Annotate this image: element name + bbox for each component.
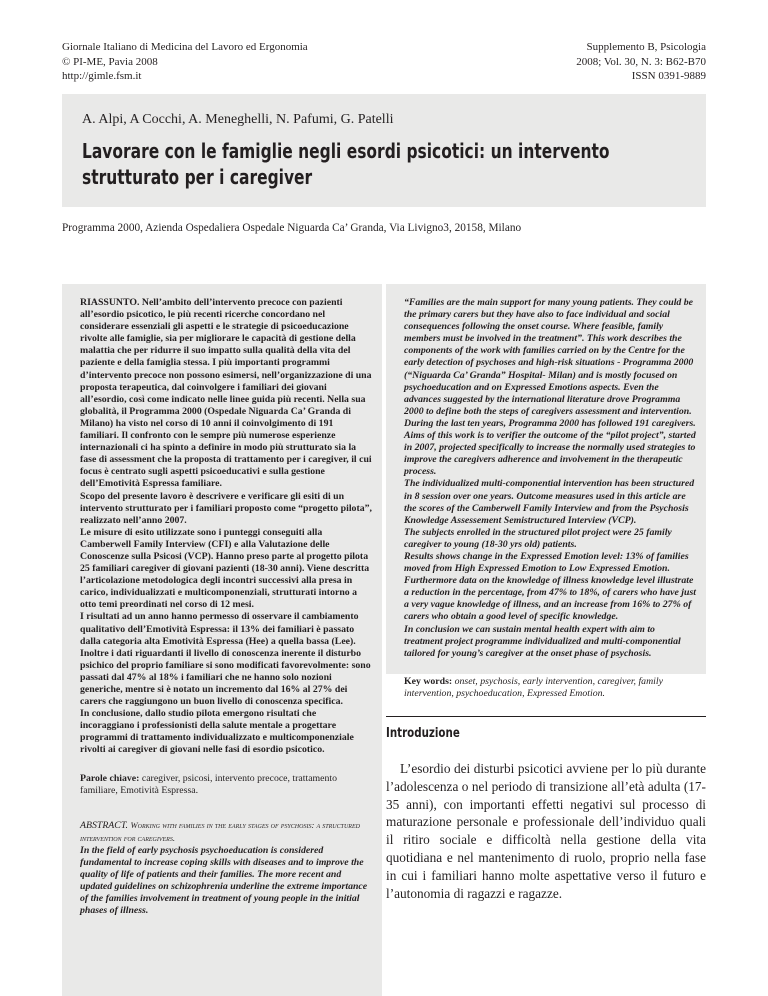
abstract-continued-4: The subjects enrolled in the structured pilot project were 25 family caregiver to young (18-30 yrs old) patients. — [404, 526, 672, 550]
article-title: Lavorare con le famiglie negli esordi psicotici: un intervento strutturato per i caregiver — [82, 139, 610, 189]
riassunto-paragraph-4: I risultati ad un anno hanno permesso di osservare il cambiamento qualitativo dell’Emotività Espressa: il 13% dei familiari è passato dalla categoria alta Emotività Espressa (Hee) a quella bassa (Lee). Inoltre i dati riguardanti il livello di conoscenza inerente il disturbo psichico del proprio familiare si sono modificati favorevolmente: sono passati dal 47% al 18% i familiari che ne hanno solo nozioni generiche, mentre si è notato un incremento dal 16% al 27% dei carers che raggiungono un buon livello di conoscenza specifica. — [80, 611, 371, 708]
journal-header-left — [62, 40, 308, 84]
introduction-text: L’esordio dei disturbi psicotici avviene per lo più durante l’adolescenza o nel periodo di transizione all’età adulta (17-35 anni), con importanti effetti negativi sul processo di maturazione personale e professionale dell’individuo quali il ritiro sociale e difficoltà nella gestione della vita quotidiana e nel mantenimento di ruolo, proprio nella fase in cui i familiari hanno molte aspettative verso il futuro e l’autonomia di ragazzi e ragazze. — [386, 761, 706, 901]
abstract-continued-5: Results shows change in the Expressed Emotion level: 13% of families moved from High Expressed Emotion to Low Expressed Emotion. Furthermore data on the knowledge of illness knowledge level illustrate a reduction in the percentage, from 47% to 18%, of carers who have just a very vague knowledge of illness, and an increase from 16% to 27% of carers who obtain a good level of specific knowledge. — [404, 550, 696, 623]
abstract-continued-2: Aims of this work is to verifier the outcome of the “pilot project”, started in 2007, projected specifically to increase the normally used strategies to improve the caregivers adherence and involvement in the therapeutic process. — [404, 430, 696, 478]
riassunto-paragraph-1: RIASSUNTO. Nell’ambito dell’intervento precoce con pazienti all’esordio psicotico, le più recenti ricerche concordano nel considerare essenziali gli aspetti e le strategie di psicoeducazione rivolte alle famiglie, sia per migliorare le capacità di gestione della malattia che per ridurre il suo impatto sulla qualità della vita del paziente e della famiglia stessa. I più importanti programmi d’intervento precoce non possono esimersi, nell’organizzazione di una proposta terapeutica, dal coinvolgere i familiari dei giovani all’esordio, così come indicato nelle linee guida più recenti. Nella sua globalità, il Programma 2000 (Ospedale Niguarda Ca’ Granda di Milano) ha visto nel corso di 10 anni il coinvolgimento di 191 familiari. Il confronto con le sempre più numerose esperienze internazionali ci ha spinto a definire in modo più strutturato sia la fase di assessment che la proposta di trattamento per i caregiver, il cui focus è centrato sugli aspetti psicoeducativi e sulla gestione dell’Emotività Espressa familiare. — [80, 297, 372, 490]
riassunto-paragraph-5: In conclusione, dallo studio pilota emergono risultati che incoraggiano i professionisti della salute mentale a progettare programmi di trattamento individualizzato e multicomponenziale rivolti ai caregiver di giovani nelle fasi di esordio psicotico. — [80, 708, 354, 756]
parole-chiave — [80, 773, 372, 797]
authors: A. Alpi, A Cocchi, A. Meneghelli, N. Pafumi, G. Patelli — [82, 112, 394, 127]
riassunto-paragraph-3: Le misure di esito utilizzate sono i punteggi conseguiti alla Camberwell Family Interview (CFI) e alla Valutazione delle Conoscenze sulla Psicosi (VCP). Hanno preso parte al progetto pilota 25 familiari caregiver di giovani pazienti (18-30 anni). Viene descritta l’articolazione metodologica degli incontri successivi alla presa in carico, individualizzati e multicomponenziali, strutturati intorno a otto temi preordinati nel corso di 12 mesi. — [80, 526, 370, 611]
journal-url[interactable]: http://gimle.fsm.it — [62, 70, 142, 82]
english-abstract-start — [80, 819, 372, 845]
abstract-continued-6: In conclusion we can sustain mental health expert with aim to treatment project programme individualized and multi-componential tailored for young’s caregiver at the onset phase of psychosis. — [404, 623, 681, 659]
volume-info: 2008; Vol. 30, N. 3: B62-B70 — [576, 55, 706, 68]
parole-chiave-text: caregiver, psicosi, intervento precoce, trattamento familiare, Emotività Espressa. — [80, 772, 338, 796]
affiliation: Programma 2000, Azienda Ospedaliera Ospedale Niguarda Ca’ Granda, Via Livigno3, 20158, Milano — [62, 222, 522, 234]
parole-chiave-label: Parole chiave: — [80, 772, 140, 784]
key-words — [404, 676, 696, 700]
abstract-label: ABSTRACT. — [80, 819, 128, 831]
supplement-label: Supplemento B, Psicologia — [586, 41, 706, 53]
introduction-heading: Introduzione — [386, 726, 460, 741]
title-block — [62, 94, 706, 207]
journal-header-right — [576, 40, 706, 84]
abstract-italian-box — [62, 284, 382, 996]
journal-copyright: © PI-ME, Pavia 2008 — [62, 55, 158, 68]
abstract-heading: Working with families in the early stages of psychosis: a structured intervention for caregivers. — [80, 819, 360, 843]
issn: ISSN 0391-9889 — [631, 70, 706, 82]
journal-name: Giornale Italiano di Medicina del Lavoro ed Ergonomia — [62, 41, 308, 53]
abstract-continued-1: “Families are the main support for many young patients. They could be the primary carers but they have also to face individual and social consequences following the onset course. Where feasible, family members must be involved in the treatment”. This work describes the components of the work with families carried on by the Centre for the early detection of psychoses and high-risk situations - Programma 2000 (“Niguarda Ca’ Granda” Hospital- Milan) and is mostly focused on psychoeducation and on Expressed Emotions aspects. Even the advances suggested by the international literature drove Programma 2000 to define both the steps of caregivers assessment and intervention. During the last ten years, Programma 2000 has followed 191 caregivers. — [404, 297, 696, 429]
section-divider — [386, 716, 706, 717]
abstract-text: In the field of early psychosis psychoeducation is considered fundamental to increase coping skills with diseases and to improve the quality of life of patients and their families. The more recent and updated guidelines on schizophrenia underline the extreme importance of the families involvement in treatment of young people in the initial phases of illness. — [80, 844, 368, 917]
abstract-english-box — [386, 284, 706, 699]
key-words-text: onset, psychosis, early intervention, caregiver, family intervention, psychoeducation, Expressed Emotion. — [404, 675, 663, 699]
riassunto-paragraph-2: Scopo del presente lavoro è descrivere e verificare gli esiti di un intervento strutturato per i familiari proposto come “progetto pilota”, realizzato nell’anno 2007. — [80, 490, 372, 526]
abstract-continued-3: The individualized multi-componential intervention has been structured in 8 session over one years. Outcome measures used in this article are the scores of the Camberwell Family Interview and from the Psychosis Knowledge Assessement Semistructured Interview (VCP). — [404, 478, 695, 526]
key-words-label: Key words: — [404, 675, 453, 687]
